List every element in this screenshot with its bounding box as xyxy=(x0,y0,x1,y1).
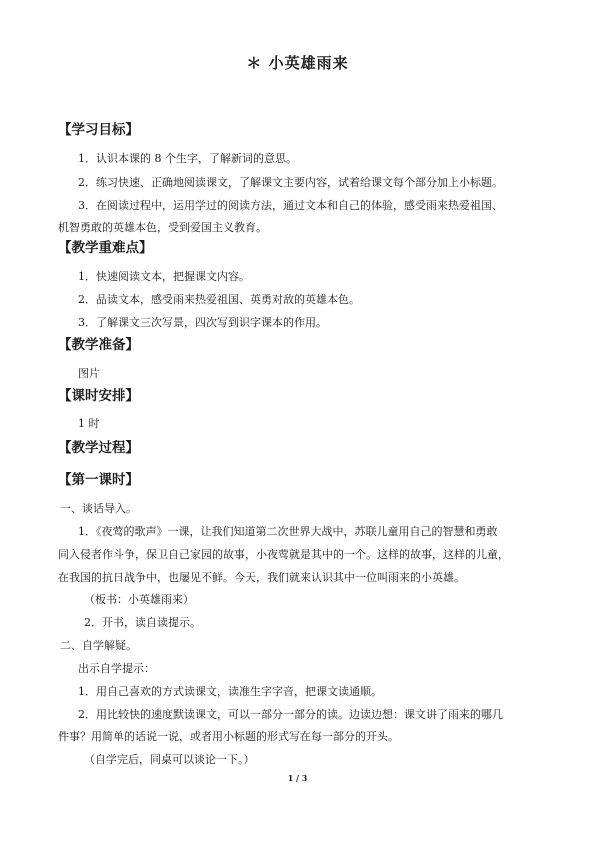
key-line: 2．品读文本，感受雨来热爱祖国、英勇对敌的英雄本色。 xyxy=(78,293,360,306)
lesson-line: 件事？用简单的话说一说，或者用小标题的形式写在每一部分的开头。 xyxy=(58,730,399,743)
goal-line: 机智勇敢的英雄本色，受到爱国主义教育。 xyxy=(58,221,267,234)
lesson-line: 同入侵者作斗争，保卫自己家园的故事，小夜莺就是其中的一个。这样的故事，这样的儿童， xyxy=(58,548,509,561)
heading-lesson-one: 【第一课时】 xyxy=(58,472,139,488)
lesson-line: 在我国的抗日战争中，也屡见不鲜。今天，我们就来认识其中一位叫雨来的小英雄。 xyxy=(58,571,465,584)
lesson-line: （自学完后，同桌可以谈论一下。） xyxy=(84,753,255,766)
key-line: 3．了解课文三次写景，四次写到识字课本的作用。 xyxy=(78,316,327,329)
schedule-text: 1 时 xyxy=(78,417,100,430)
lesson-line: 出示自学提示： xyxy=(78,662,155,675)
heading-process: 【教学过程】 xyxy=(58,440,139,456)
lesson-line: 1．用自己喜欢的方式读课文，读准生字字音，把课文读通顺。 xyxy=(78,685,382,698)
page-title: ＊ 小英雄雨来 xyxy=(246,54,349,72)
lesson-line: 2．开书，读自读提示。 xyxy=(84,616,201,629)
heading-learning-goals: 【学习目标】 xyxy=(58,122,139,138)
lesson-line: （板书：小英雄雨来） xyxy=(84,593,194,606)
heading-preparation: 【教学准备】 xyxy=(58,337,139,353)
lesson-line: 2．用比较快的速度默读课文，可以一部分一部分的读。边读边想：课文讲了雨来的哪几 xyxy=(78,708,503,721)
lesson-line: 二、自学解疑。 xyxy=(60,639,137,652)
heading-key-points: 【教学重难点】 xyxy=(58,240,153,256)
page-number: 1 / 3 xyxy=(287,773,308,783)
goal-line: 2．练习快速、正确地阅读课文，了解课文主要内容，试着给课文每个部分加上小标题。 xyxy=(78,176,503,189)
goal-line: 1．认识本课的 8 个生字，了解新词的意思。 xyxy=(78,152,297,165)
lesson-line: 1．《夜莺的歌声》一课，让我们知道第二次世界大战中，苏联儿童用自己的智慧和勇敢 xyxy=(78,525,498,538)
goal-line: 3．在阅读过程中，运用学过的阅读方法，通过文本和自己的体验，感受雨来热爱祖国、 xyxy=(78,199,503,212)
lesson-line: 一、谈话导入。 xyxy=(60,502,137,515)
heading-schedule: 【课时安排】 xyxy=(58,388,139,404)
key-line: 1．快速阅读文本，把握课文内容。 xyxy=(78,270,250,283)
prep-text: 图片 xyxy=(78,367,100,380)
